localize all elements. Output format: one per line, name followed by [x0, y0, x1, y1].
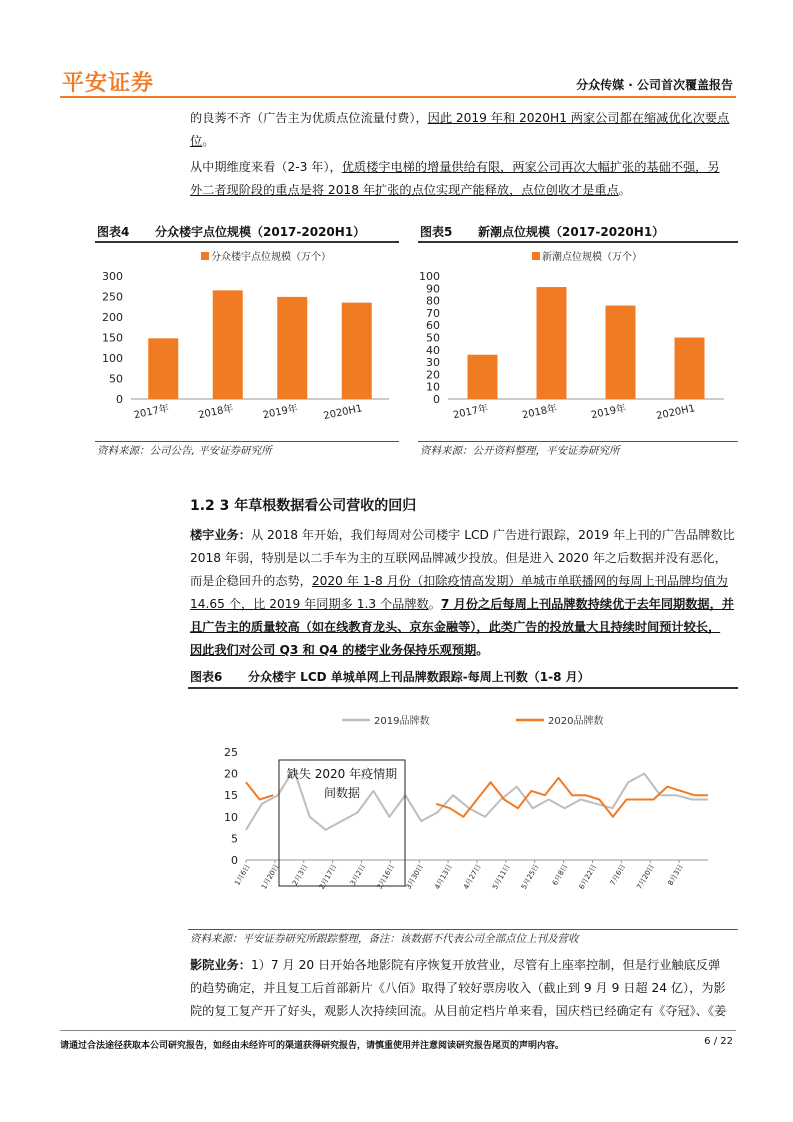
intro-p1-text-d: 。: [202, 134, 215, 148]
fig6-x-label-8: 4月27日: [462, 863, 483, 891]
fig5-bars: [468, 287, 705, 399]
body2-line2: 的趋势确定，并且复工后首部新片《八佰》取得了较好票房收入（截止到 9 月 9 日超 24 亿），为影: [190, 981, 726, 995]
fig5-y-tick-7: 70: [426, 306, 440, 320]
fig5-y-tick-2: 20: [426, 368, 440, 382]
body1-line6-dot: 。: [476, 643, 489, 657]
body1-line2: 2018 年弱，特别是以二手车为主的互联网品牌减少投放。但是进入 2020 年之后数据并没有恶化，: [190, 551, 727, 565]
header-divider: [60, 96, 736, 98]
fig6-source: 资料来源：平安证券研究所跟踪整理，备注：该数据不代表公司全部点位上刊及营收: [190, 933, 579, 945]
fig6-x-label-10: 5月25日: [519, 863, 541, 891]
body2-label: 影院业务：: [190, 958, 251, 972]
fig6-x-label-9: 5月11日: [490, 863, 512, 891]
fig6-x-label-15: 8月3日: [666, 863, 685, 887]
intro-p2-text-d: 。: [618, 183, 631, 197]
fig6-x-label-4: 3月2日: [348, 863, 368, 887]
fig5-y-tick-8: 80: [426, 294, 440, 308]
fig5-y-tick-6: 60: [426, 319, 440, 333]
body1-line4-underlined: 14.65 个，比 2019 年同期多 1.3 个品牌数: [190, 597, 429, 611]
body-paragraph-cinema: [190, 954, 742, 1023]
fig6-chart: [188, 692, 738, 928]
fig5-bar-1: [537, 287, 567, 399]
fig5-legend-swatch: [532, 252, 540, 260]
fig6-x-label-11: 6月8日: [550, 863, 570, 887]
fig6-annotation-line1: 缺失 2020 年疫情期: [286, 767, 398, 781]
fig5-y-tick-1: 10: [426, 380, 440, 394]
fig6-legend-2020-label: 2020品牌数: [548, 716, 604, 727]
fig5-title: [420, 223, 664, 240]
fig6-x-label-7: 4月13日: [433, 863, 454, 891]
fig5-title-text: 新潮点位规模（2017-2020H1）: [478, 225, 665, 239]
fig6-x-label-0: 1月6日: [233, 863, 252, 887]
fig6-number: 图表6: [190, 670, 223, 684]
fig5-y-tick-0: 0: [433, 393, 440, 406]
fig6-legend: [342, 714, 603, 727]
fig6-x-label-13: 7月6日: [608, 863, 628, 887]
fig6-y-tick-2: 10: [224, 810, 238, 824]
fig4-y-tick-4: 200: [102, 311, 123, 324]
body1-line3: 而是企稳回升的态势，: [190, 574, 312, 588]
report-header-title: 分众传媒 · 公司首次覆盖报告: [576, 78, 733, 92]
fig4-chart: [95, 244, 399, 440]
fig4-bars: [148, 290, 372, 399]
fig4-legend: [201, 250, 331, 263]
body1-label: 楼宇业务：: [190, 528, 251, 542]
fig6-x-label-3: 2月17日: [317, 863, 339, 891]
fig5-x-axis: [452, 401, 696, 422]
fig6-x-label-1: 1月20日: [259, 863, 281, 891]
body1-line5-bold: 且广告主的质量较高（如在线教育龙头、京东金融等），此类广告的投放量大且持续时间预计较长，: [190, 620, 721, 634]
fig4-bar-2: [277, 297, 307, 399]
fig6-legend-2019-label: 2019品牌数: [374, 716, 430, 727]
intro-p2-text-c: 外二者现阶段的重点是将 2018 年扩张的点位实现产能释放，点位创收才是重点: [190, 183, 619, 197]
fig5-y-tick-3: 30: [426, 356, 440, 370]
fig5-x-label-0: 2017年: [452, 403, 490, 422]
fig6-y-tick-1: 5: [231, 832, 238, 846]
fig4-bar-0: [148, 338, 178, 399]
fig5-source: 资料来源：公开资料整理，平安证券研究所: [420, 445, 620, 457]
body2-line3: 院的复工复产开了好头，观影人次持续回流。从目前定档片单来看，国庆档已经确定有《夺冠》、《姜: [190, 1004, 727, 1018]
fig4-x-axis: [132, 401, 363, 422]
fig5-top-rule: [418, 241, 738, 243]
fig4-x-label-1: 2018年: [197, 403, 235, 422]
fig6-title: [190, 668, 590, 685]
fig6-x-label-2: 2月3日: [291, 863, 310, 887]
fig6-x-label-12: 6月22日: [577, 863, 599, 891]
intro-p2-text-a: 从中期维度来看（2-3 年），: [190, 160, 342, 174]
fig5-legend: [532, 250, 642, 263]
body1-line4-dot: 。: [428, 597, 441, 611]
fig6-x-label-5: 3月16日: [375, 863, 397, 891]
fig6-y-tick-3: 15: [224, 789, 238, 803]
fig5-bar-0: [468, 355, 498, 399]
company-logo: 平安证券: [62, 71, 155, 96]
fig5-y-tick-4: 40: [426, 343, 440, 357]
fig4-bar-3: [342, 303, 372, 399]
fig4-y-tick-2: 100: [102, 352, 123, 365]
fig4-x-label-3: 2020H1: [322, 403, 364, 423]
fig4-bottom-rule: [95, 441, 399, 442]
body1-line3-underlined: 2020 年 1-8 月份（扣除疫情高发期）单城市单联播网的每周上刊品牌均值为: [311, 574, 728, 588]
fig6-title-text: 分众楼宇 LCD 单城单网上刊品牌数跟踪-每周上刊数（1-8 月）: [248, 670, 590, 684]
fig4-legend-swatch: [201, 252, 209, 260]
fig5-x-label-3: 2020H1: [655, 403, 697, 423]
fig4-title: [97, 223, 365, 240]
fig5-y-tick-9: 90: [426, 282, 440, 296]
fig5-y-tick-10: 100: [419, 270, 440, 283]
fig5-x-label-1: 2018年: [521, 403, 559, 422]
fig6-x-label-14: 7月20日: [635, 863, 656, 891]
fig4-bar-1: [213, 290, 243, 399]
fig4-y-tick-0: 0: [116, 393, 123, 406]
section-heading: 1.2 3 年草根数据看公司营收的回归: [190, 498, 417, 514]
fig4-y-tick-1: 50: [109, 372, 123, 386]
fig5-number: 图表5: [420, 225, 453, 239]
intro-p1-text-b: 因此 2019 年和 2020H1 两家公司都在缩减优化次要点: [427, 111, 730, 125]
body1-line4-bold: 7 月份之后每周上刊品牌数持续优于去年同期数据，并: [440, 597, 734, 611]
fig4-source: 资料来源：公司公告, 平安证券研究所: [97, 445, 272, 457]
fig6-annotation-line2: 间数据: [323, 786, 361, 800]
fig5-bar-3: [675, 338, 705, 400]
fig6-series-2020-line-0: [246, 782, 273, 799]
body-paragraph-building: [190, 524, 740, 662]
footer-divider: [60, 1030, 736, 1031]
fig6-y-tick-5: 25: [224, 746, 238, 759]
body1-line1: 从 2018 年开始，我们每周对公司楼宇 LCD 广告进行跟踪，2019 年上刊的广告品牌数比: [250, 528, 735, 542]
fig4-title-text: 分众楼宇点位规模（2017-2020H1）: [155, 225, 366, 239]
fig6-series-2020-line-1: [436, 778, 708, 817]
fig6-bottom-rule: [188, 929, 738, 930]
fig4-number: 图表4: [97, 225, 130, 239]
intro-p1-text-c: 位: [190, 134, 203, 148]
page-number: 6 / 22: [704, 1036, 733, 1047]
fig4-y-tick-3: 150: [102, 331, 123, 345]
fig6-top-rule: [188, 687, 738, 689]
intro-p1-text-a: 的良莠不齐（广告主为优质点位流量付费），: [190, 111, 428, 125]
fig5-bar-2: [606, 306, 636, 399]
fig4-x-label-0: 2017年: [132, 403, 170, 422]
fig5-y-tick-5: 50: [426, 331, 440, 345]
fig5-legend-label: 新潮点位规模（万个）: [542, 252, 642, 263]
intro-p2-text-b: 优质楼宇电梯的增量供给有限，两家公司再次大幅扩张的基础不强，另: [341, 160, 720, 174]
fig5-bottom-rule: [418, 441, 738, 442]
fig6-y-tick-0: 0: [231, 854, 238, 867]
fig5-x-label-2: 2019年: [590, 403, 628, 422]
footer-disclaimer: 请通过合法途径获取本公司研究报告，如经由未经许可的渠道获得研究报告，请慎重使用并注意阅读研究报告尾页的声明内容。: [60, 1041, 565, 1051]
fig4-top-rule: [95, 241, 399, 243]
intro-paragraph-1: [190, 107, 738, 153]
fig6-y-tick-4: 20: [224, 767, 238, 781]
fig4-y-tick-6: 300: [102, 270, 123, 283]
fig6-x-label-6: 3月30日: [404, 863, 425, 891]
body2-line1: 1）7 月 20 日开始各地影院有序恢复开放营业，尽管有上座率控制，但是行业触底反弹: [250, 958, 721, 972]
fig5-chart: [418, 244, 738, 440]
fig4-x-label-2: 2019年: [261, 403, 299, 422]
fig4-y-tick-5: 250: [102, 290, 123, 304]
body1-line6-bold: 因此我们对公司 Q3 和 Q4 的楼宇业务保持乐观预期: [190, 643, 477, 657]
intro-paragraph-2: [190, 156, 738, 202]
fig4-legend-label: 分众楼宇点位规模（万个）: [211, 252, 331, 263]
